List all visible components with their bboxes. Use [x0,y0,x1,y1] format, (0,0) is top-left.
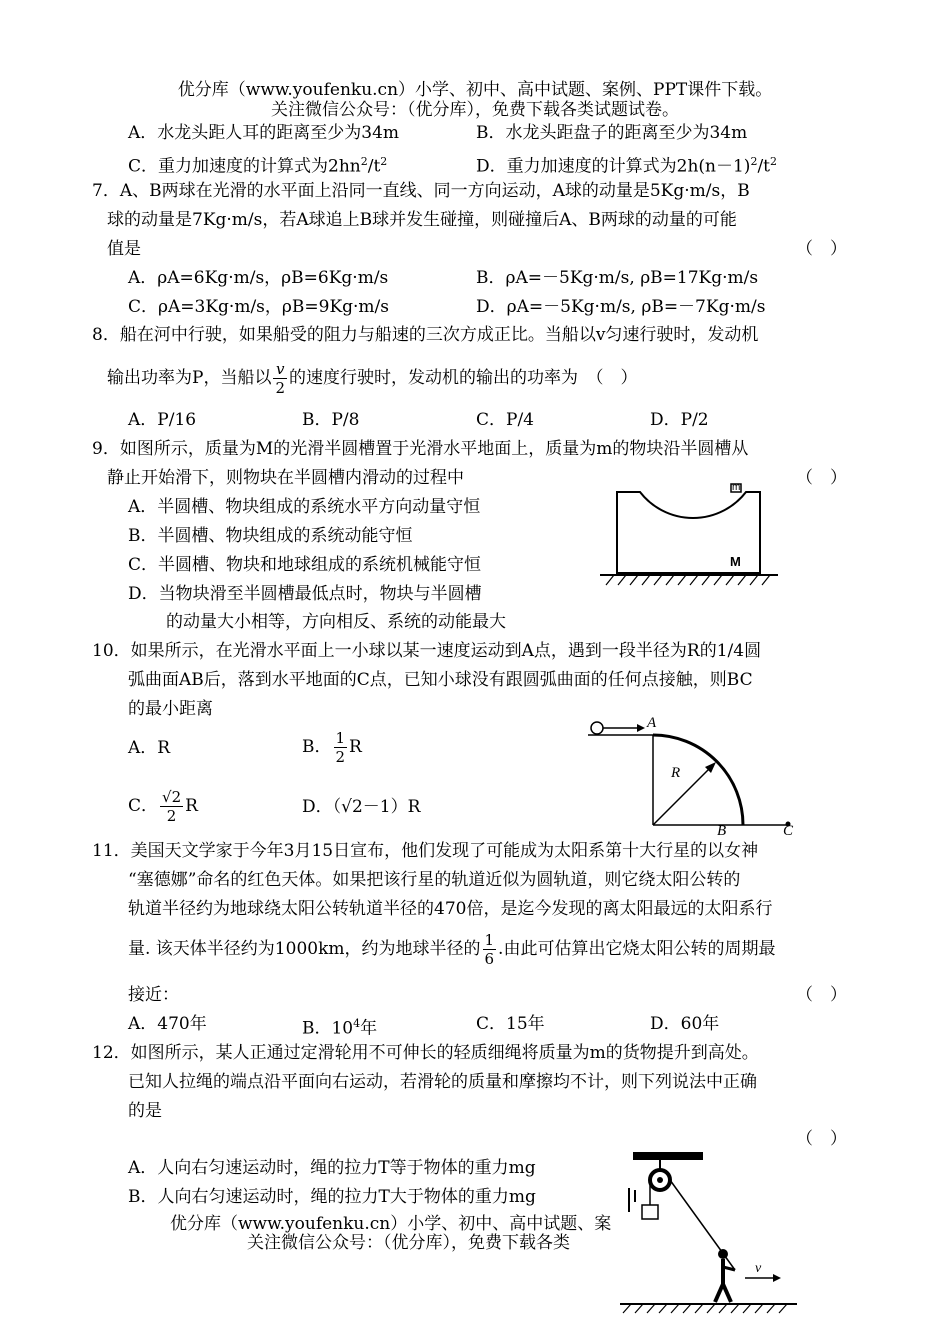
q10-arc-figure [585,712,800,837]
q12-option-b: B．人向右匀速运动时，绳的拉力T大于物体的重力mg [128,1187,536,1207]
q10-fig-label-C: C [783,823,794,837]
footer-line-1: 优分库（www.youfenku.cn）小学、初中、高中试题、案 [170,1214,612,1234]
q7-answer-paren: （ ） [796,239,847,259]
q12-stem-line-1: 12．如图所示，某人正通过定滑轮用不可伸长的轻质细绳将质量为m的货物提升到高处。 [92,1043,759,1063]
q11-option-d: D．60年 [650,1014,720,1034]
q10-stem-line-2: 弧曲面AB后，落到水平地面的C点，已知小球没有跟圆弧曲面的任何点接触，则BC [128,670,753,690]
footer-line-2: 关注微信公众号：（优分库），免费下载各类 [247,1233,570,1253]
q11-stem-line-1: 11．美国天文学家于今年3月15日宣布，他们发现了可能成为太阳系第十大行星的以女神 [92,841,759,861]
q6-option-b: B．水龙头距盘子的距离至少为34m [476,123,748,143]
q12-stem-line-3: 的是 [128,1101,162,1121]
q6-option-c: C．重力加速度的计算式为$2hn^2/t^2$ [128,155,388,177]
q11-option-c: C．15年 [476,1014,545,1034]
q12-fig-label-v: v [755,1261,762,1276]
q8-option-c: C．P/4 [476,410,534,430]
q10-stem-line-3: 的最小距离 [128,699,213,719]
q7-option-c: C．ρA=3Kg·m/s，ρB=9Kg·m/s [128,297,390,317]
q9-option-c: C．半圆槽、物块和地球组成的系统机械能守恒 [128,555,482,575]
q12-stem-line-2: 已知人拉绳的端点沿平面向右运动，若滑轮的质量和摩擦均不计，则下列说法中正确 [128,1072,757,1092]
q8-option-d: D．P/2 [650,410,709,430]
q8-option-a: A．P/16 [128,410,197,430]
header-line-1: 优分库（www.youfenku.cn）小学、初中、高中试题、案例、PPT课件下载。 [177,80,773,100]
q10-fig-label-R: R [671,765,681,781]
q7-stem-line-1: 7．A、B两球在光滑的水平面上沿同一直线、同一方向运动，A球的动量是5Kg·m/s，B [92,181,750,201]
q6-option-d: D．重力加速度的计算式为$2h(n-1)^2/t^2$ [476,155,777,177]
q10-option-b: B． $\frac{1}{2}$ R [302,729,362,766]
q10-stem-line-1: 10．如果所示，在光滑水平面上一小球以某一速度运动到A点，遇到一段半径为R的1/4圆 [92,641,762,661]
q11-fraction: $\frac{1}{6}$ [484,931,495,968]
q11-stem-line-2: “塞德娜”命名的红色天体。如果把该行星的轨道近似为圆轨道，则它绕太阳公转的 [128,870,741,890]
q7-stem-line-3: 值是 [107,239,141,259]
q7-option-d: D．ρA=－5Kg·m/s, ρB=－7Kg·m/s [476,297,766,317]
q9-fig-label-M: M [730,554,741,569]
q8-stem-line-2: 输出功率为P，当船以 $\frac{v}{2}$ 的速度行驶时，发动机的输出的功率为 （ ） [107,360,638,397]
q11-stem-line-3: 轨道半径约为地球绕太阳公转轨道半径的470倍，是迄今发现的离太阳最远的太阳系行 [128,899,773,919]
q9-option-a: A．半圆槽、物块组成的系统水平方向动量守恒 [128,497,481,517]
q7-option-b: B．ρA=－5Kg·m/s, ρB=17Kg·m/s [476,268,759,288]
header-line-2: 关注微信公众号：（优分库），免费下载各类试题试卷。 [271,100,679,120]
q9-option-d-line-2: 的动量大小相等，方向相反、系统的动能最大 [166,612,506,632]
q10-fig-label-B: B [717,823,727,837]
q8-option-b: B．P/8 [302,410,360,430]
q9-option-b: B．半圆槽、物块组成的系统动能守恒 [128,526,413,546]
q12-pulley-figure [615,1150,805,1320]
q9-stem-line-1: 9．如图所示，质量为M的光滑半圆槽置于光滑水平地面上，质量为m的物块沿半圆槽从 [92,439,749,459]
q11-stem-line-4: 量. 该天体半径约为1000km，约为地球半径的 $\frac{1}{6}$ .由此可估算出它烧太阳公转的周期最 [128,931,776,968]
q12-option-a: A．人向右匀速运动时，绳的拉力T等于物体的重力mg [128,1158,536,1178]
q10-fig-label-A: A [647,715,657,731]
q8-fraction: $\frac{v}{2}$ [275,360,285,397]
q12-answer-paren: （ ） [796,1129,847,1149]
q10-option-a: A．R [128,738,171,758]
q10-option-d: D．（√2－1）R [302,797,421,817]
q11-stem-line-5: 接近： [128,985,179,1005]
q10-option-c: C． $\frac{√2}{2}$ R [128,788,198,825]
q9-option-d-line-1: D．当物块滑至半圆槽最低点时，物块与半圆槽 [128,584,482,604]
q8-stem-line-1: 8．船在河中行驶，如果船受的阻力与船速的三次方成正比。当船以v匀速行驶时，发动机 [92,325,759,345]
q9-fig-label-m: m [732,482,741,493]
q7-stem-line-2: 球的动量是7Kg·m/s，若A球追上B球并发生碰撞，则碰撞后A、B两球的动量的可能 [107,210,737,230]
q6-option-a: A．水龙头距人耳的距离至少为34m [128,123,400,143]
q9-half-cylinder-figure [600,478,780,588]
q11-answer-paren: （ ） [796,985,847,1005]
q9-stem-line-2: 静止开始滑下，则物块在半圆槽内滑动的过程中 [107,468,464,488]
q11-option-a: A．470年 [128,1014,207,1034]
q9-answer-paren: （ ） [796,468,847,488]
q11-option-b: B．$10^4$年 [302,1017,378,1039]
q7-option-a: A．ρA=6Kg·m/s，ρB=6Kg·m/s [128,268,389,288]
